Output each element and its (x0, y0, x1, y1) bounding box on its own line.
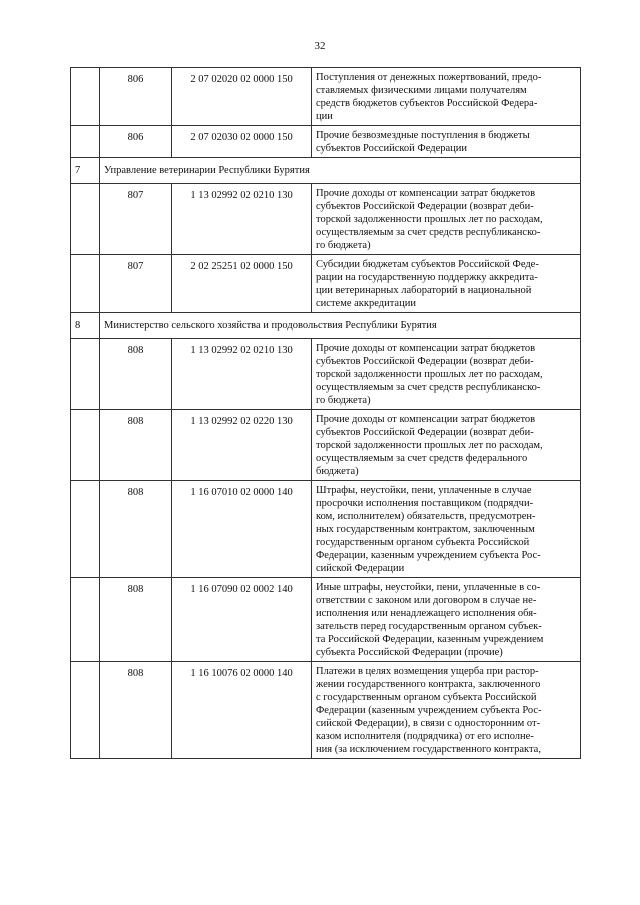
description-line: Прочие безвозмездные поступления в бюджеты (316, 130, 530, 141)
table-row (71, 184, 581, 255)
table-row (71, 68, 581, 126)
description-line: с государственным органом субъекта Российской (316, 692, 537, 703)
admin-code-cell: 808 (100, 339, 172, 410)
section-row (71, 158, 581, 184)
description-line: Платежи в целях возмещения ущерба при растор- (316, 666, 539, 677)
description-line: просрочки исполнения поставщиком (подрядчи- (316, 498, 534, 509)
table-row (71, 126, 581, 158)
description-line: субъектов Российской Федерации (возврат деби- (316, 201, 534, 212)
description-cell (312, 68, 581, 126)
description-line: торской задолженности прошлых лет по расходам, (316, 440, 543, 451)
admin-code-cell: 807 (100, 255, 172, 313)
description-line: ком, исполнителем) обязательств, предусмотрен- (316, 511, 536, 522)
description-cell (312, 126, 581, 158)
description-line: казом исполнителя (подрядчика) от его исполне- (316, 731, 534, 742)
budget-code-cell: 2 02 25251 02 0000 150 (172, 255, 312, 313)
table-row (71, 255, 581, 313)
description-line: субъектов Российской Федерации (возврат деби- (316, 356, 534, 367)
description-line: сийской Федерации (316, 563, 405, 574)
description-line: Поступления от денежных пожертвований, предо- (316, 72, 542, 83)
table-row (71, 578, 581, 662)
budget-code-cell: 1 13 02992 02 0210 130 (172, 184, 312, 255)
description-cell (312, 184, 581, 255)
description-line: Федерации (казенным учреждением субъекта Рос- (316, 705, 542, 716)
description-line: осуществляемым за счет средств республиканско- (316, 227, 541, 238)
empty-cell (71, 662, 100, 759)
description-line: рации на государственную поддержку аккредита- (316, 272, 538, 283)
section-number: 8 (71, 313, 100, 339)
description-line: ции ветеринарных лабораторий в национальной (316, 285, 532, 296)
empty-cell (71, 481, 100, 578)
budget-code-cell: 1 16 07090 02 0002 140 (172, 578, 312, 662)
admin-code-cell: 808 (100, 481, 172, 578)
description-line: го бюджета) (316, 395, 371, 406)
description-line: го бюджета) (316, 240, 371, 251)
description-line: ответствии с законом или договором в случае не- (316, 595, 537, 606)
description-line: ных государственным контрактом, заключенным (316, 524, 535, 535)
empty-cell (71, 68, 100, 126)
budget-code-cell: 1 13 02992 02 0220 130 (172, 410, 312, 481)
description-line: ния (за исключением государственного контракта, (316, 744, 541, 755)
table-row (71, 481, 581, 578)
description-cell (312, 410, 581, 481)
budget-code-cell: 1 16 10076 02 0000 140 (172, 662, 312, 759)
description-line: осуществляемым за счет средств федерального (316, 453, 528, 464)
empty-cell (71, 578, 100, 662)
description-line: субъектов Российской Федерации (316, 143, 468, 154)
budget-code-cell: 2 07 02030 02 0000 150 (172, 126, 312, 158)
description-line: средств бюджетов субъектов Российской Федера- (316, 98, 538, 109)
description-line: жении государственного контракта, заключенного (316, 679, 541, 690)
section-title: Управление ветеринарии Республики Бурятия (100, 158, 581, 184)
section-number: 7 (71, 158, 100, 184)
budget-code-cell: 1 13 02992 02 0210 130 (172, 339, 312, 410)
description-line: осуществляемым за счет средств республиканско- (316, 382, 541, 393)
description-line: государственным органом субъекта Российской (316, 537, 530, 548)
description-cell (312, 662, 581, 759)
admin-code-cell: 806 (100, 68, 172, 126)
description-line: сийской Федерации), в связи с односторонним от- (316, 718, 541, 729)
admin-code-cell: 808 (100, 578, 172, 662)
empty-cell (71, 410, 100, 481)
description-line: Прочие доходы от компенсации затрат бюджетов (316, 414, 536, 425)
admin-code-cell: 807 (100, 184, 172, 255)
empty-cell (71, 255, 100, 313)
admin-code-cell: 806 (100, 126, 172, 158)
description-line: Федерации, казенным учреждением субъекта Рос- (316, 550, 541, 561)
table-row (71, 410, 581, 481)
description-cell (312, 255, 581, 313)
empty-cell (71, 339, 100, 410)
page-number: 32 (314, 40, 326, 52)
table-row (71, 662, 581, 759)
description-line: Субсидии бюджетам субъектов Российской Феде- (316, 259, 539, 270)
description-line: ции (316, 111, 333, 122)
description-line: Иные штрафы, неустойки, пени, уплаченные в со- (316, 582, 541, 593)
description-line: торской задолженности прошлых лет по расходам, (316, 369, 543, 380)
description-line: Штрафы, неустойки, пени, уплаченные в случае (316, 485, 532, 496)
budget-code-cell: 1 16 07010 02 0000 140 (172, 481, 312, 578)
description-line: Прочие доходы от компенсации затрат бюджетов (316, 343, 536, 354)
table-body (71, 68, 581, 759)
description-line: исполнения или ненадлежащего исполнения обя- (316, 608, 537, 619)
description-line: зательств перед государственным органом субъек- (316, 621, 542, 632)
empty-cell (71, 184, 100, 255)
description-line: субъекта Российской Федерации (прочие) (316, 647, 503, 658)
description-line: Прочие доходы от компенсации затрат бюджетов (316, 188, 536, 199)
admin-code-cell: 808 (100, 662, 172, 759)
table-row (71, 339, 581, 410)
description-cell (312, 578, 581, 662)
empty-cell (71, 126, 100, 158)
revenue-codes-table (70, 67, 581, 759)
description-line: ставляемых физическими лицами получателям (316, 85, 527, 96)
budget-code-cell: 2 07 02020 02 0000 150 (172, 68, 312, 126)
description-line: системе аккредитации (316, 298, 416, 309)
description-line: торской задолженности прошлых лет по расходам, (316, 214, 543, 225)
description-line: бюджета) (316, 466, 359, 477)
description-line: субъектов Российской Федерации (возврат деби- (316, 427, 534, 438)
section-row (71, 313, 581, 339)
description-cell (312, 339, 581, 410)
section-title: Министерство сельского хозяйства и продовольствия Республики Бурятия (100, 313, 581, 339)
description-line: та Российской Федерации, казенным учреждением (316, 634, 544, 645)
admin-code-cell: 808 (100, 410, 172, 481)
description-cell (312, 481, 581, 578)
